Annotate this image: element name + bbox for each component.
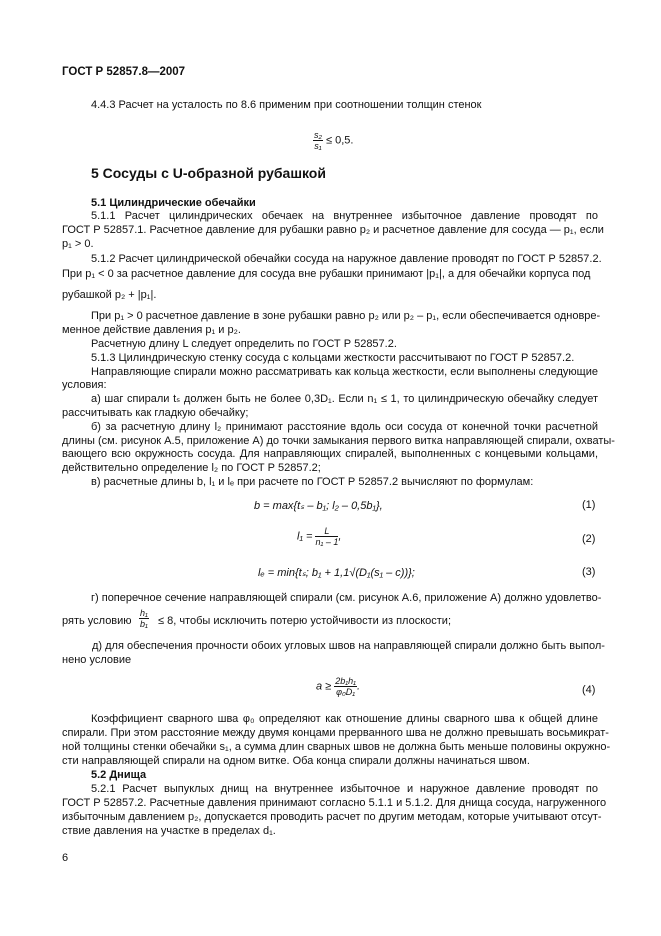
- text-line: г) поперечное сечение направляющей спирали (см. рисунок А.6, приложение А) должно удовлетво-: [91, 592, 602, 604]
- cond-h-num: h₁: [140, 608, 148, 618]
- condition-thickness-ratio: [313, 130, 353, 151]
- formula-4-number: (4): [582, 684, 596, 696]
- page-number: 6: [62, 852, 69, 864]
- paragraph-4-4-3: 4.4.3 Расчет на усталость по 8.6 применим при соотношении толщин стенок: [91, 99, 482, 111]
- text-line: При p₁ > 0 расчетное давление в зоне рубашки равно p₂ или p₂ – p₁, если обеспечивается одновре-: [91, 310, 601, 322]
- formula-2-lhs: l₁ =: [297, 530, 313, 543]
- text-line: ГОСТ Р 52857.1. Расчетное давление для рубашки равно p₂ и расчетное давление для сосуда — p₁, если: [62, 224, 604, 236]
- text-line: действительно определение l₂ по ГОСТ Р 52857.2;: [62, 462, 321, 474]
- formula-3: lₑ = min{tₛ; b₁ + 1,1√(D₁(s₁ – c))};: [258, 567, 415, 579]
- text-line: сти направляющей спирали на одном витке. Оба конца спирали должны начинаться швом.: [62, 755, 530, 767]
- document-header: ГОСТ Р 52857.8—2007: [62, 66, 186, 78]
- text-line: 5.1.2 Расчет цилиндрической обечайки сосуда на наружное давление проводят по ГОСТ Р 52857.2.: [91, 253, 602, 265]
- text-line: спирали. При этом расстояние между двумя концами прерванного шва не должно превышать восьмикрат-: [62, 727, 609, 739]
- text-line: д) для обеспечения прочности обоих угловых швов на направляющей спирали должно быть выпол-: [92, 640, 605, 652]
- formula-4-den: φ₀D₁: [336, 687, 356, 697]
- formula-2-num: L: [315, 526, 338, 537]
- text-line: 5.2.1 Расчет выпуклых днищ на внутреннее избыточное и наружное давление проводят по: [91, 783, 598, 795]
- section-5-title: 5 Сосуды с U-образной рубашкой: [91, 165, 326, 181]
- text-line: ной толщины стенки обечайки s₁, а сумма длин сварных швов не должна быть меньше половины окружно-: [62, 741, 611, 753]
- text-line: нено условие: [62, 654, 132, 666]
- text-line: менное действие давления p₁ и p₂.: [62, 324, 241, 336]
- text-line: Расчетную длину L следует определить по ГОСТ Р 52857.2.: [91, 338, 397, 350]
- text-line: 5.1.1 Расчет цилиндрических обечаек на внутреннее избыточное давление проводят по: [91, 210, 598, 222]
- text-line: Коэффициент сварного шва φ₀ определяют как отношение длины сварного шва к общей длине: [91, 713, 598, 725]
- subsection-5-1-title: 5.1 Цилиндрические обечайки: [91, 197, 256, 209]
- text-line: длины (см. рисунок А.5, приложение А) до точки замыкания первого витка направляющей спирали, охваты-: [62, 435, 615, 447]
- text-line: p₁ > 0.: [62, 238, 94, 250]
- text-line: ГОСТ Р 52857.2. Расчетные давления принимают согласно 5.1.1 и 5.1.2. Для днища сосуда, нагруженного: [62, 797, 607, 809]
- text-line: ствие давления на участке в пределах d₁.: [62, 825, 276, 837]
- formula-4-tail: .: [356, 680, 361, 693]
- cond-h-den: b₁: [140, 619, 148, 629]
- text-line: а) шаг спирали tₛ должен быть не более 0,3D₁. Если n₁ ≤ 1, то цилиндрическую обечайку следует: [91, 393, 598, 405]
- formula-3-number: (3): [582, 566, 596, 578]
- text-line: в) расчетные длины b, l₁ и lₑ при расчете по ГОСТ Р 52857.2 вычисляют по формулам:: [91, 476, 534, 488]
- text-line: ≤ 8, чтобы исключить потерю устойчивости из плоскости;: [158, 615, 452, 627]
- formula-4-lhs: a ≥: [316, 680, 332, 693]
- formula-2-tail: ,: [338, 530, 342, 543]
- formula-1: b = max{tₛ – b₁; l₂ – 0,5b₁},: [254, 500, 383, 512]
- subsection-5-2-title: 5.2 Днища: [91, 769, 147, 781]
- text-line: При p₁ < 0 за расчетное давление для сосуда вне рубашки принимают |p₁|, а для обечайки корпуса под: [62, 268, 591, 280]
- text-line: рубашкой p₂ + |p₁|.: [62, 289, 157, 301]
- text-line: б) за расчетную длину l₂ принимают расстояние вдоль оси сосуда от конечной точки расчетной: [91, 421, 598, 433]
- text-line: рять условию: [62, 615, 132, 627]
- formula-2-den: n₁ – 1: [315, 537, 339, 547]
- condition-h-b: [139, 608, 149, 629]
- text-line: Направляющие спирали можно рассматривать как кольца жесткости, если выполнены следующие: [91, 366, 598, 378]
- cond-num: s₂: [314, 130, 322, 140]
- formula-2-number: (2): [582, 533, 596, 545]
- text-line: рассчитывать как гладкую обечайку;: [62, 407, 249, 419]
- text-line: вающего всю окружность сосуда. Для направляющих спиралей, выполненных с концевыми кольцами,: [62, 448, 598, 460]
- text-line: избыточным давлением p₂, допускается проводить расчет по другим методам, которые учитывают отсут-: [62, 811, 602, 823]
- cond-rhs: ≤ 0,5.: [326, 134, 354, 147]
- formula-1-number: (1): [582, 499, 596, 511]
- text-line: условия:: [62, 379, 107, 391]
- formula-4: [316, 676, 360, 697]
- text-line: 5.1.3 Цилиндрическую стенку сосуда с кольцами жесткости рассчитывают по ГОСТ Р 52857.2.: [91, 352, 575, 364]
- cond-den: s₁: [314, 141, 322, 151]
- formula-2: [297, 526, 341, 547]
- formula-4-num: 2b₁h₁: [335, 676, 356, 686]
